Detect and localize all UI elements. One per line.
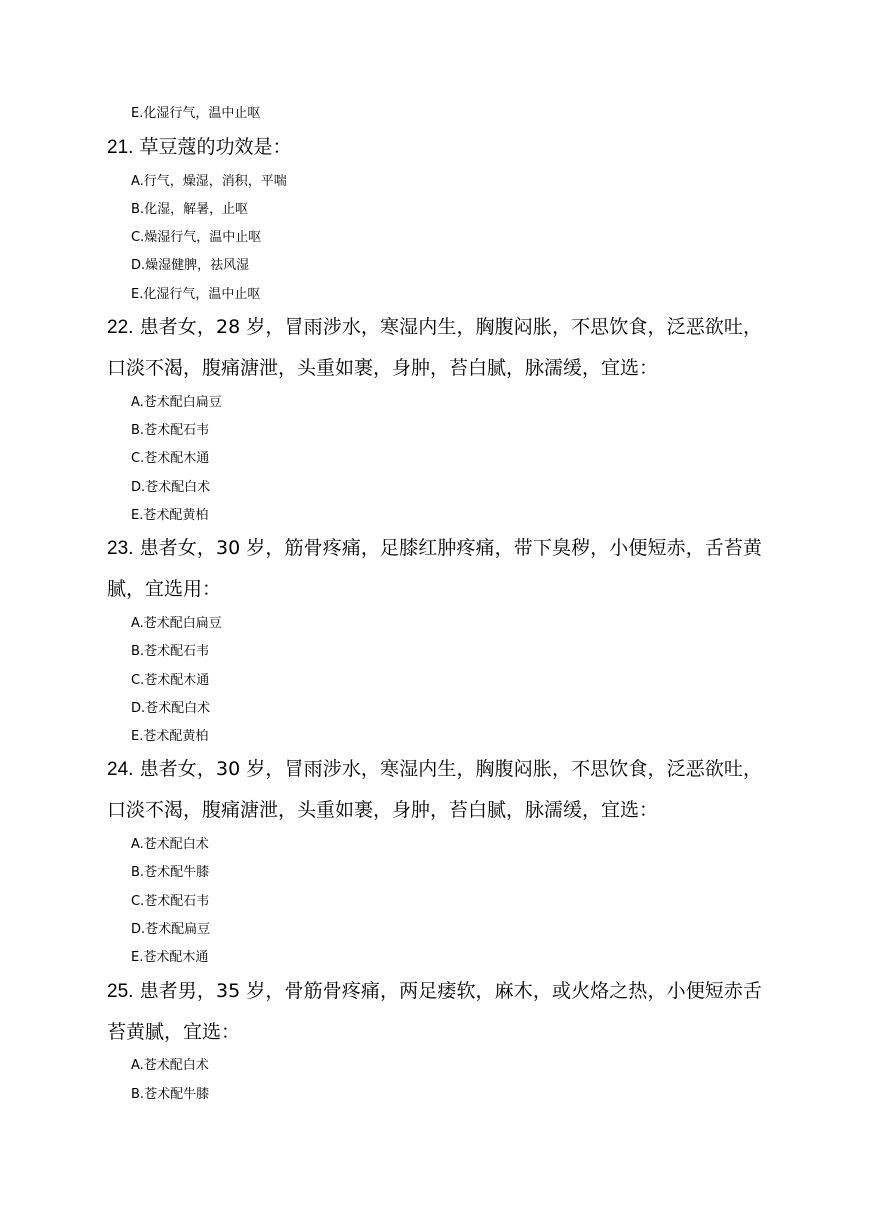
option-24-b [131,864,209,882]
question-22 [107,307,762,388]
question-21 [107,127,762,168]
option-letter: A. [131,395,144,410]
option-21-b [131,201,248,219]
option-23-e [131,728,208,746]
option-text: 化湿，解暑，止呕 [144,202,249,217]
option-letter: C. [131,230,145,245]
option-24-e [131,949,208,967]
option-text: 燥湿健脾，祛风湿 [145,258,250,273]
option-text: 化湿行气，温中止呕 [143,287,261,302]
question-25 [107,971,762,1052]
option-text: 苍术配木通 [143,950,209,965]
option-letter: A. [131,616,144,631]
option-text: 苍术配白术 [143,1058,209,1073]
option-23-d [131,700,210,718]
option-letter: B. [131,644,145,659]
option-letter: E. [131,106,144,121]
option-letter: D. [131,701,146,716]
option-letter: B. [131,202,145,217]
option-21-e [131,286,260,304]
option-text: 燥湿行气，温中止呕 [144,230,262,245]
question-23 [107,528,762,609]
option-text: 苍术配石韦 [144,423,210,438]
question-text: 草豆蔻的功效是： [139,136,292,158]
option-text: 苍术配木通 [144,673,210,688]
question-text: 患者男，35 岁，骨筋骨疼痛，两足痿软，麻木，或火烙之热，小便短赤舌苔黄腻，宜选： [107,980,763,1043]
option-text: 苍术配白术 [145,701,211,716]
option-letter: D. [131,480,146,495]
option-22-d [131,479,210,497]
option-text: 苍术配黄柏 [143,729,209,744]
option-text: 苍术配白扁豆 [143,616,222,631]
option-23-b [131,643,209,661]
option-letter: E. [131,729,144,744]
option-letter: E. [131,950,144,965]
option-letter: E. [131,508,144,523]
option-25-a [131,1057,209,1075]
question-text: 患者女，28 岁，冒雨涉水，寒湿内生，胸腹闷胀，不思饮食，泛恶欲吐，口淡不渴，腹痛溏泄，头重如裹，身肿，苔白腻，脉濡缓，宜选： [107,316,763,379]
option-25-b [131,1086,209,1104]
question-number: 25. [107,981,134,1002]
option-text: 行气，燥湿，消积，平喘 [143,174,287,189]
option-21-a [131,173,287,191]
option-21-c [131,229,261,247]
option-22-e [131,507,208,525]
question-number: 21. [107,137,134,158]
option-text: 苍术配白扁豆 [143,395,222,410]
question-number: 24. [107,759,134,780]
option-23-c [131,672,209,690]
option-letter: A. [131,837,144,852]
option-letter: A. [131,174,144,189]
option-text: 苍术配木通 [144,451,210,466]
option-prev-e [131,105,260,123]
question-text: 患者女，30 岁，筋骨疼痛，足膝红肿疼痛，带下臭秽，小便短赤，舌苔黄腻，宜选用： [107,537,763,600]
option-22-c [131,450,209,468]
option-letter: D. [131,922,146,937]
option-letter: C. [131,673,145,688]
option-letter: D. [131,258,146,273]
question-number: 22. [107,317,134,338]
option-text: 苍术配白术 [143,837,209,852]
option-text: 苍术配石韦 [144,644,210,659]
option-letter: B. [131,1087,145,1102]
option-24-c [131,893,209,911]
option-text: 苍术配牛膝 [144,865,210,880]
option-letter: E. [131,287,144,302]
option-text: 苍术配扁豆 [145,922,211,937]
option-text: 苍术配黄柏 [143,508,209,523]
question-number: 23. [107,538,134,559]
option-21-d [131,257,249,275]
option-22-b [131,422,209,440]
option-letter: C. [131,894,145,909]
option-24-a [131,836,209,854]
option-text: 苍术配白术 [145,480,211,495]
option-24-d [131,921,210,939]
question-24 [107,749,762,830]
option-letter: C. [131,451,145,466]
question-text: 患者女，30 岁，冒雨涉水，寒湿内生，胸腹闷胀，不思饮食，泛恶欲吐，口淡不渴，腹痛溏泄，头重如裹，身肿，苔白腻，脉濡缓，宜选： [107,758,763,821]
option-letter: A. [131,1058,144,1073]
option-text: 化湿行气，温中止呕 [143,106,261,121]
option-letter: B. [131,865,145,880]
option-letter: B. [131,423,145,438]
option-22-a [131,394,222,412]
option-23-a [131,615,222,633]
option-text: 苍术配牛膝 [144,1087,210,1102]
option-text: 苍术配石韦 [144,894,210,909]
